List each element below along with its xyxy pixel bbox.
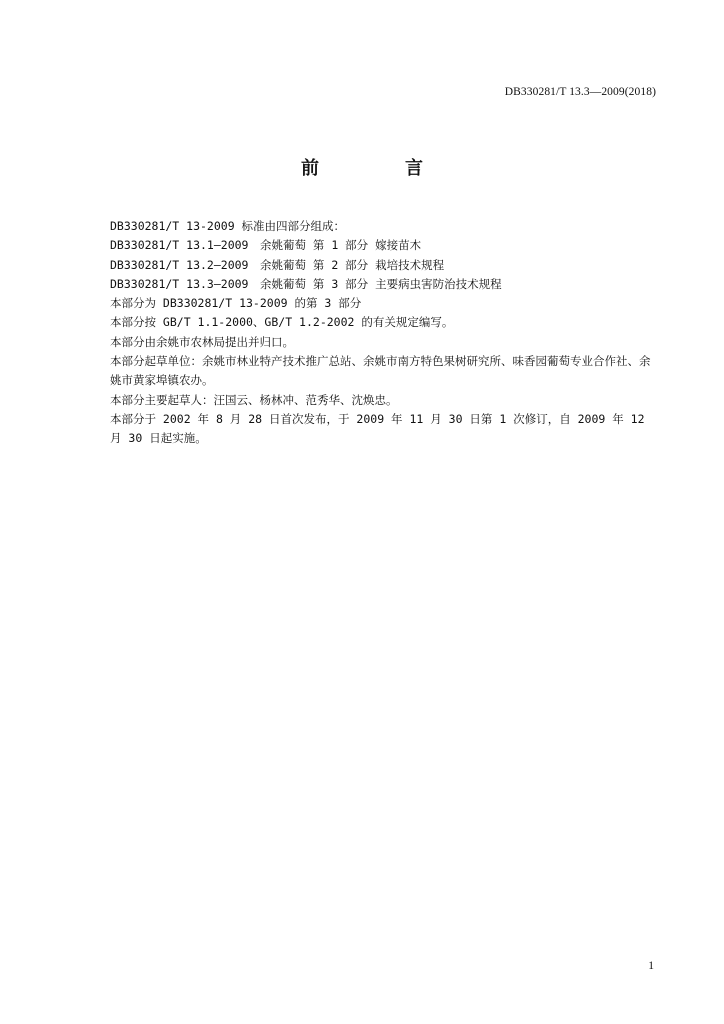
paragraph-this-part: 本部分为 DB330281/T 13-2009 的第 3 部分 xyxy=(110,296,362,311)
paragraph-part-1: DB330281/T 13.1—2009 余姚葡萄 第 1 部分 嫁接苗木 xyxy=(110,238,422,253)
page-number: 1 xyxy=(648,960,654,972)
paragraph-part-3: DB330281/T 13.3—2009 余姚葡萄 第 3 部分 主要病虫害防治技术规程 xyxy=(110,276,502,291)
paragraph-part-2: DB330281/T 13.2—2009 余姚葡萄 第 2 部分 栽培技术规程 xyxy=(110,257,445,272)
foreword-body xyxy=(110,217,658,449)
paragraph-drafters: 本部分主要起草人：汪国云、杨林冲、范秀华、沈焕忠。 xyxy=(110,392,398,407)
paragraph-release-history: 本部分于 2002 年 8 月 28 日首次发布，于 2009 年 11 月 30 日第 1 次修订，自 2009 年 12 月 30 日起实施。 xyxy=(110,411,652,446)
paragraph-composition: DB330281/T 13-2009 标准由四部分组成： xyxy=(110,219,346,233)
paragraph-drafting-units: 本部分起草单位：余姚市林业特产技术推广总站、余姚市南方特色果树研究所、味香园葡萄专业合作社、余姚市黄家埠镇农办。 xyxy=(110,354,651,388)
paragraph-drafting-rules: 本部分按 GB/T 1.1-2000、GB/T 1.2-2002 的有关规定编写。 xyxy=(110,315,454,330)
standard-code-header: DB330281/T 13.3—2009(2018) xyxy=(504,86,656,98)
page-title: 前 言 xyxy=(301,158,457,179)
paragraph-proposer: 本部分由余姚市农林局提出并归口。 xyxy=(110,334,294,349)
